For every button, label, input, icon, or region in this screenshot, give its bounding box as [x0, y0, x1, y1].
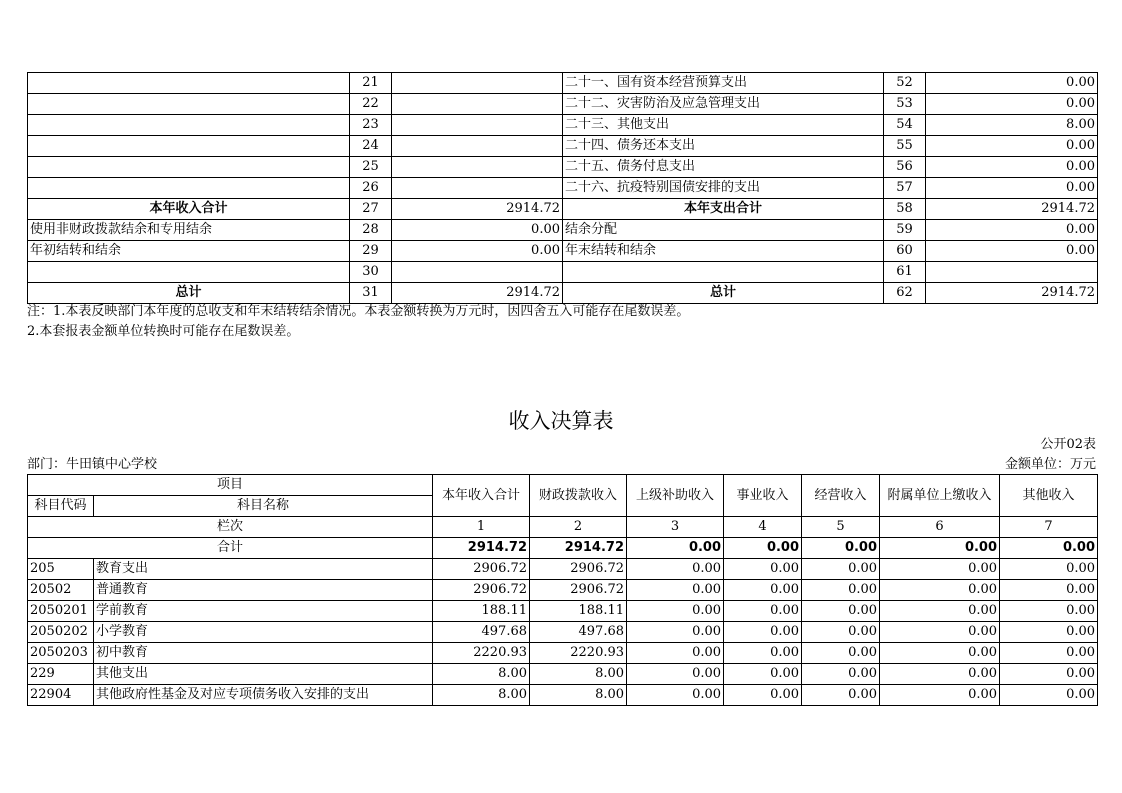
table-row	[28, 136, 1098, 157]
amount-cell: 0.00	[880, 622, 1000, 643]
left-line-no: 30	[350, 262, 392, 283]
right-line-no: 57	[884, 178, 926, 199]
right-item: 二十二、灾害防治及应急管理支出	[563, 94, 884, 115]
total-value: 0.00	[627, 538, 724, 559]
col-no-5: 5	[802, 517, 880, 538]
amount-cell: 8.00	[530, 664, 627, 685]
header-other: 其他收入	[1000, 475, 1098, 517]
amount-cell: 2906.72	[530, 559, 627, 580]
header-total-income: 本年收入合计	[433, 475, 530, 517]
amount-cell: 0.00	[1000, 685, 1098, 706]
total-value: 2914.72	[530, 538, 627, 559]
subject-name: 教育支出	[94, 559, 433, 580]
col-no-2: 2	[530, 517, 627, 538]
amount-cell: 0.00	[802, 601, 880, 622]
amount-cell: 0.00	[802, 643, 880, 664]
subject-name: 其他政府性基金及对应专项债务收入安排的支出	[94, 685, 433, 706]
left-item: 本年收入合计	[28, 199, 350, 220]
department-label: 部门：牛田镇中心学校	[27, 457, 158, 472]
amount-cell: 0.00	[1000, 643, 1098, 664]
right-amount: 0.00	[926, 241, 1098, 262]
amount-cell: 0.00	[724, 664, 802, 685]
left-amount: 2914.72	[392, 283, 563, 304]
amount-cell: 188.11	[433, 601, 530, 622]
right-line-no: 53	[884, 94, 926, 115]
right-amount: 2914.72	[926, 199, 1098, 220]
total-value: 0.00	[1000, 538, 1098, 559]
header-affiliated: 附属单位上缴收入	[880, 475, 1000, 517]
amount-cell: 8.00	[530, 685, 627, 706]
left-item	[28, 73, 350, 94]
column-number-row	[28, 517, 1098, 538]
left-amount: 0.00	[392, 241, 563, 262]
amount-cell: 8.00	[433, 685, 530, 706]
right-item: 本年支出合计	[563, 199, 884, 220]
left-line-no: 27	[350, 199, 392, 220]
right-amount: 0.00	[926, 94, 1098, 115]
amount-cell: 0.00	[1000, 622, 1098, 643]
left-amount	[392, 136, 563, 157]
right-item: 结余分配	[563, 220, 884, 241]
right-amount: 0.00	[926, 157, 1098, 178]
right-line-no: 55	[884, 136, 926, 157]
amount-cell: 0.00	[802, 559, 880, 580]
subject-name: 初中教育	[94, 643, 433, 664]
left-amount	[392, 178, 563, 199]
right-line-no: 56	[884, 157, 926, 178]
right-item: 二十四、债务还本支出	[563, 136, 884, 157]
left-item	[28, 157, 350, 178]
amount-cell: 0.00	[627, 622, 724, 643]
left-item	[28, 262, 350, 283]
right-amount: 8.00	[926, 115, 1098, 136]
amount-cell: 0.00	[724, 580, 802, 601]
amount-cell: 0.00	[724, 559, 802, 580]
subject-code: 20502	[28, 580, 94, 601]
left-line-no: 21	[350, 73, 392, 94]
amount-cell: 2220.93	[530, 643, 627, 664]
left-line-no: 29	[350, 241, 392, 262]
subject-code: 2050202	[28, 622, 94, 643]
total-value: 0.00	[880, 538, 1000, 559]
subject-name: 小学教育	[94, 622, 433, 643]
table-row	[28, 94, 1098, 115]
subject-code: 205	[28, 559, 94, 580]
amount-cell: 0.00	[724, 601, 802, 622]
amount-cell: 0.00	[880, 643, 1000, 664]
table-row	[28, 157, 1098, 178]
amount-cell: 497.68	[433, 622, 530, 643]
summary-table	[27, 72, 1098, 304]
amount-cell: 2220.93	[433, 643, 530, 664]
right-line-no: 61	[884, 262, 926, 283]
amount-cell: 0.00	[1000, 664, 1098, 685]
income-table	[27, 474, 1098, 706]
amount-cell: 0.00	[1000, 580, 1098, 601]
amount-cell: 0.00	[724, 622, 802, 643]
left-item	[28, 94, 350, 115]
subject-code: 22904	[28, 685, 94, 706]
right-item: 二十三、其他支出	[563, 115, 884, 136]
header-superior: 上级补助收入	[627, 475, 724, 517]
table-row	[28, 580, 1098, 601]
left-line-no: 22	[350, 94, 392, 115]
table-row	[28, 262, 1098, 283]
table-row	[28, 685, 1098, 706]
amount-cell: 0.00	[627, 559, 724, 580]
amount-cell: 0.00	[802, 622, 880, 643]
left-item: 年初结转和结余	[28, 241, 350, 262]
right-item: 年末结转和结余	[563, 241, 884, 262]
table-row	[28, 115, 1098, 136]
right-item: 二十五、债务付息支出	[563, 157, 884, 178]
table-row	[28, 241, 1098, 262]
table-row	[28, 283, 1098, 304]
amount-cell: 0.00	[880, 559, 1000, 580]
amount-cell: 0.00	[724, 685, 802, 706]
table-row	[28, 601, 1098, 622]
amount-cell: 0.00	[880, 580, 1000, 601]
amount-cell: 0.00	[802, 685, 880, 706]
table-row	[28, 73, 1098, 94]
total-value: 0.00	[724, 538, 802, 559]
right-line-no: 60	[884, 241, 926, 262]
total-value: 2914.72	[433, 538, 530, 559]
left-line-no: 28	[350, 220, 392, 241]
left-line-no: 23	[350, 115, 392, 136]
left-item: 总计	[28, 283, 350, 304]
table-row	[28, 178, 1098, 199]
total-row	[28, 538, 1098, 559]
right-line-no: 52	[884, 73, 926, 94]
unit-label: 金额单位：万元	[1004, 457, 1096, 472]
amount-cell: 0.00	[880, 601, 1000, 622]
header-col-no: 栏次	[28, 517, 433, 538]
col-no-4: 4	[724, 517, 802, 538]
total-label: 合计	[28, 538, 433, 559]
left-line-no: 25	[350, 157, 392, 178]
left-item	[28, 115, 350, 136]
table-row	[28, 559, 1098, 580]
left-line-no: 26	[350, 178, 392, 199]
left-item	[28, 178, 350, 199]
header-business: 事业收入	[724, 475, 802, 517]
left-item: 使用非财政拨款结余和专用结余	[28, 220, 350, 241]
right-item: 总计	[563, 283, 884, 304]
right-amount: 0.00	[926, 136, 1098, 157]
amount-cell: 0.00	[724, 643, 802, 664]
left-line-no: 24	[350, 136, 392, 157]
left-amount	[392, 157, 563, 178]
subject-name: 学前教育	[94, 601, 433, 622]
amount-cell: 0.00	[627, 601, 724, 622]
note-line-2: 2.本套报表金额单位转换时可能存在尾数误差。	[27, 324, 300, 339]
left-amount	[392, 115, 563, 136]
left-amount	[392, 94, 563, 115]
col-no-7: 7	[1000, 517, 1098, 538]
left-line-no: 31	[350, 283, 392, 304]
left-amount: 0.00	[392, 220, 563, 241]
amount-cell: 0.00	[880, 685, 1000, 706]
right-item	[563, 262, 884, 283]
subject-code: 229	[28, 664, 94, 685]
amount-cell: 0.00	[627, 643, 724, 664]
header-name: 科目名称	[94, 496, 433, 517]
form-code: 公开02表	[1040, 437, 1096, 452]
right-amount: 0.00	[926, 220, 1098, 241]
table-row	[28, 622, 1098, 643]
subject-code: 2050203	[28, 643, 94, 664]
header-operating: 经营收入	[802, 475, 880, 517]
header-item: 项目	[28, 475, 433, 496]
right-line-no: 54	[884, 115, 926, 136]
amount-cell: 0.00	[880, 664, 1000, 685]
table-row	[28, 199, 1098, 220]
left-item	[28, 136, 350, 157]
amount-cell: 0.00	[1000, 559, 1098, 580]
amount-cell: 0.00	[802, 580, 880, 601]
amount-cell: 8.00	[433, 664, 530, 685]
left-amount: 2914.72	[392, 199, 563, 220]
subject-name: 普通教育	[94, 580, 433, 601]
right-amount	[926, 262, 1098, 283]
amount-cell: 2906.72	[433, 559, 530, 580]
col-no-1: 1	[433, 517, 530, 538]
col-no-3: 3	[627, 517, 724, 538]
right-amount: 0.00	[926, 73, 1098, 94]
col-no-6: 6	[880, 517, 1000, 538]
right-item: 二十一、国有资本经营预算支出	[563, 73, 884, 94]
right-line-no: 59	[884, 220, 926, 241]
right-amount: 2914.72	[926, 283, 1098, 304]
right-amount: 0.00	[926, 178, 1098, 199]
header-row-1	[28, 475, 1098, 496]
right-line-no: 58	[884, 199, 926, 220]
table-row	[28, 220, 1098, 241]
amount-cell: 0.00	[1000, 601, 1098, 622]
subject-code: 2050201	[28, 601, 94, 622]
amount-cell: 0.00	[627, 580, 724, 601]
amount-cell: 188.11	[530, 601, 627, 622]
amount-cell: 497.68	[530, 622, 627, 643]
right-line-no: 62	[884, 283, 926, 304]
subject-name: 其他支出	[94, 664, 433, 685]
total-value: 0.00	[802, 538, 880, 559]
amount-cell: 0.00	[627, 685, 724, 706]
header-fiscal: 财政拨款收入	[530, 475, 627, 517]
note-line-1: 注：1.本表反映部门本年度的总收支和年末结转结余情况。本表金额转换为万元时，因四舍五入可能存在尾数误差。	[27, 304, 690, 319]
table-row	[28, 643, 1098, 664]
right-item: 二十六、抗疫特别国债安排的支出	[563, 178, 884, 199]
left-amount	[392, 262, 563, 283]
left-amount	[392, 73, 563, 94]
page-title: 收入决算表	[508, 409, 614, 433]
header-code: 科目代码	[28, 496, 94, 517]
amount-cell: 0.00	[802, 664, 880, 685]
amount-cell: 2906.72	[433, 580, 530, 601]
amount-cell: 2906.72	[530, 580, 627, 601]
amount-cell: 0.00	[627, 664, 724, 685]
table-row	[28, 664, 1098, 685]
